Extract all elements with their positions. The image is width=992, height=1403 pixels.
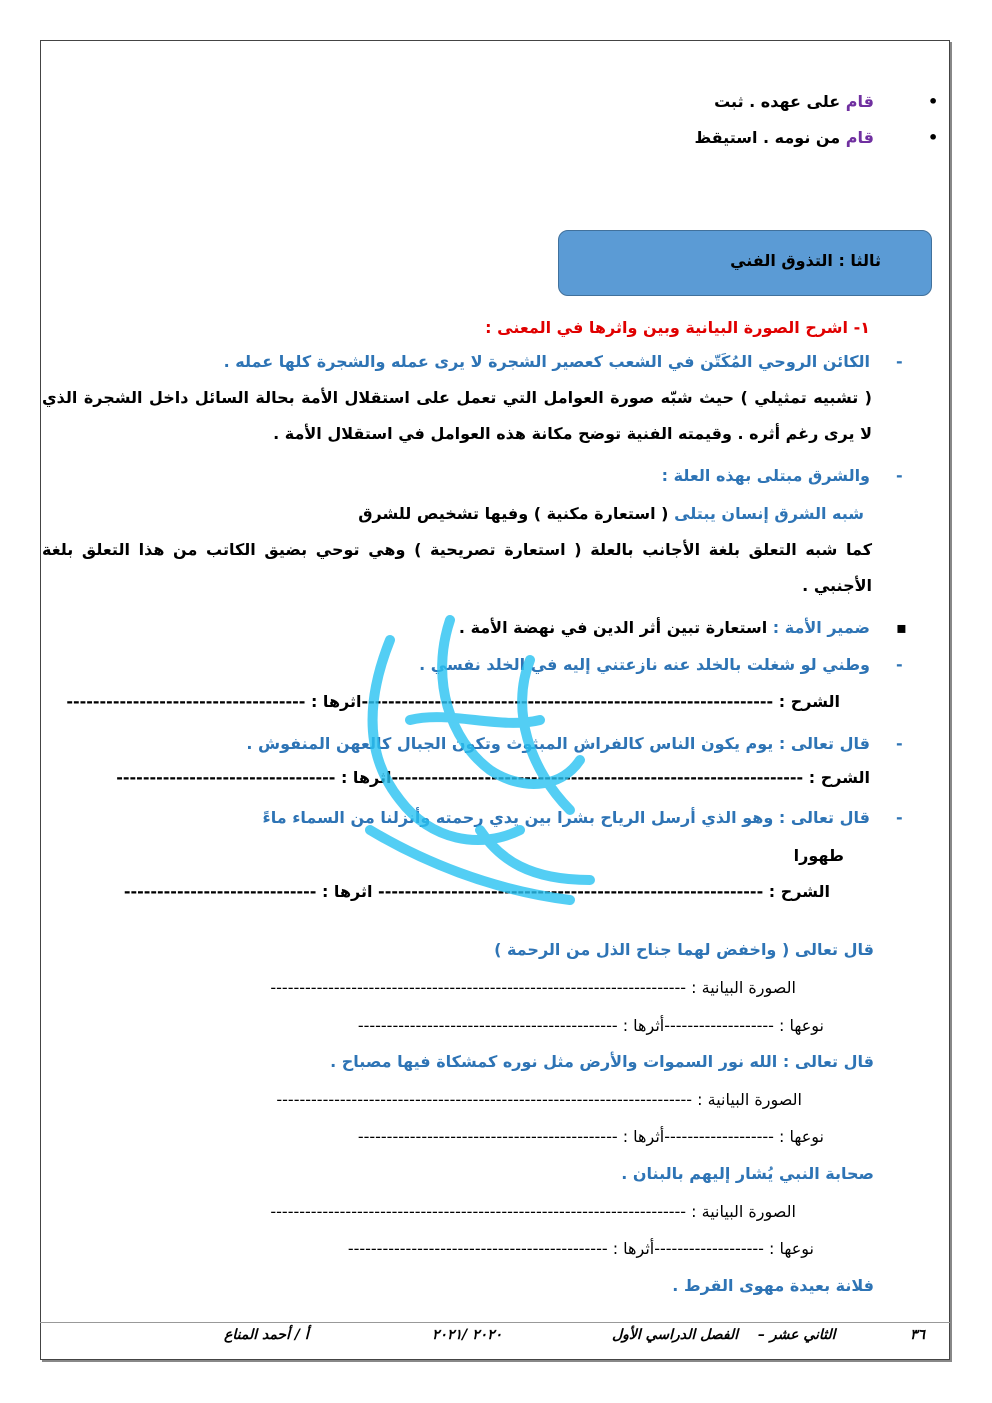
item2-line1-black: ( استعارة مكنية ) وفيها تشخيص للشرق: [358, 504, 675, 523]
item6-answer-line: الشرح : ---------------------------------------------------------- اثرها : -----------------------------: [123, 882, 830, 901]
item5-answer-line: الشرح : --------------------------------------------------------------اثرها : ---------------------------------: [116, 768, 870, 787]
qc-type-line: نوعها : -------------------أثرها : ---------------------------------------------: [347, 1239, 814, 1258]
footer-divider: [40, 1322, 950, 1323]
qd-title: فلانة بعيدة مهوى القرط .: [672, 1276, 874, 1295]
section-header-box: [558, 230, 932, 296]
qa-image-line: الصورة البيانية : ------------------------------------------------------------------------: [270, 978, 796, 997]
item6-title: قال تعالى : وهو الذي أرسل الرياح بشرا بين يدي رحمته وأنزلنا من السماء ماءً: [262, 808, 870, 827]
question-title: ١- اشرح الصورة البيانية وبين واثرها في المعنى :: [485, 318, 870, 337]
item2-explanation: كما شبه التعلق بلغة الأجانب بالعلة ( استعارة تصريحية ) وهي توحي بضيق الكاتب من هذا التعلق بلغة الأجنبي .: [42, 540, 872, 595]
item4-title: وطني لو شغلت بالخلد عنه نازعتني إليه في الخلد نفسي .: [419, 655, 870, 674]
bullet-line-1: [714, 92, 874, 111]
footer-year: ٢٠٢٠ /٢٠٢١: [432, 1327, 503, 1343]
qb-title: قال تعالى : الله نور السموات والأرض مثل نوره كمشكاة فيها مصباح .: [330, 1052, 874, 1071]
item1-explanation: ( تشبيه تمثيلي ) حيث شبّه صورة العوامل التي تعمل على استقلال الأمة بحالة السائل داخل الشجرة الذي لا يرى رغم أثره . وقيمته الفنية توضح مكانة هذه العوامل في استقلال الأمة .: [42, 388, 872, 443]
item4-answer-line: الشرح : --------------------------------------------------------------اثرها : ------------------------------------: [66, 692, 840, 711]
footer-grade: الثاني عشر –: [758, 1327, 836, 1343]
item2-line1: [358, 504, 864, 523]
qa-type-line: نوعها : -------------------أثرها : ---------------------------------------------: [357, 1016, 824, 1035]
footer-page-number: ٣٦: [910, 1327, 926, 1343]
qc-title: صحابة النبي يُشار إليهم بالبنان .: [621, 1164, 874, 1183]
qb-type-line: نوعها : -------------------أثرها : ---------------------------------------------: [357, 1127, 824, 1146]
dash-icon: -: [896, 655, 903, 674]
bullet-text: على عهده . ثبت: [714, 92, 846, 111]
bullet-dot-icon: •: [928, 92, 939, 111]
footer-author: أ / أحمد المناع: [224, 1327, 309, 1343]
item2-title: والشرق مبتلى بهذه العلة :: [661, 466, 870, 485]
square-bullet-icon: ▪: [896, 618, 907, 637]
qb-image-line: الصورة البيانية : ------------------------------------------------------------------------: [276, 1090, 802, 1109]
bullet-dot-icon: •: [928, 128, 939, 147]
item3-text: استعارة تبين أثر الدين في نهضة الأمة .: [458, 618, 773, 637]
bullet-line-2: [695, 128, 874, 147]
item1-title: الكائن الروحي المُكَتّن في الشعب كعصير الشجرة لا يرى عمله والشجرة كلها عمله .: [223, 352, 870, 371]
dash-icon: -: [896, 352, 903, 371]
bullet-text: من نومه . استيقظ: [694, 128, 846, 147]
item3-title: ضمير الأمة :: [772, 618, 870, 637]
signature-watermark: [330, 600, 630, 920]
dash-icon: -: [896, 808, 903, 827]
item5-title: قال تعالى : يوم يكون الناس كالفراش المبثوث وتكون الجبال كالعهن المنفوش .: [246, 734, 870, 753]
bullet-verb: قام: [845, 92, 874, 111]
item2-line1-blue: شبه الشرق إنسان يبتلى: [674, 504, 864, 523]
qa-title: قال تعالى ( واخفض لهما جناح الذل من الرحمة ): [494, 940, 874, 959]
item6-continuation: طهورا: [793, 846, 844, 865]
footer-semester: الفصل الدراسي الأول: [612, 1327, 739, 1343]
dash-icon: -: [896, 466, 903, 485]
bullet-verb: قام: [845, 128, 874, 147]
qc-image-line: الصورة البيانية : ------------------------------------------------------------------------: [270, 1202, 796, 1221]
section-header-title: ثالثا : التذوق الفني: [730, 251, 881, 270]
dash-icon: -: [896, 734, 903, 753]
